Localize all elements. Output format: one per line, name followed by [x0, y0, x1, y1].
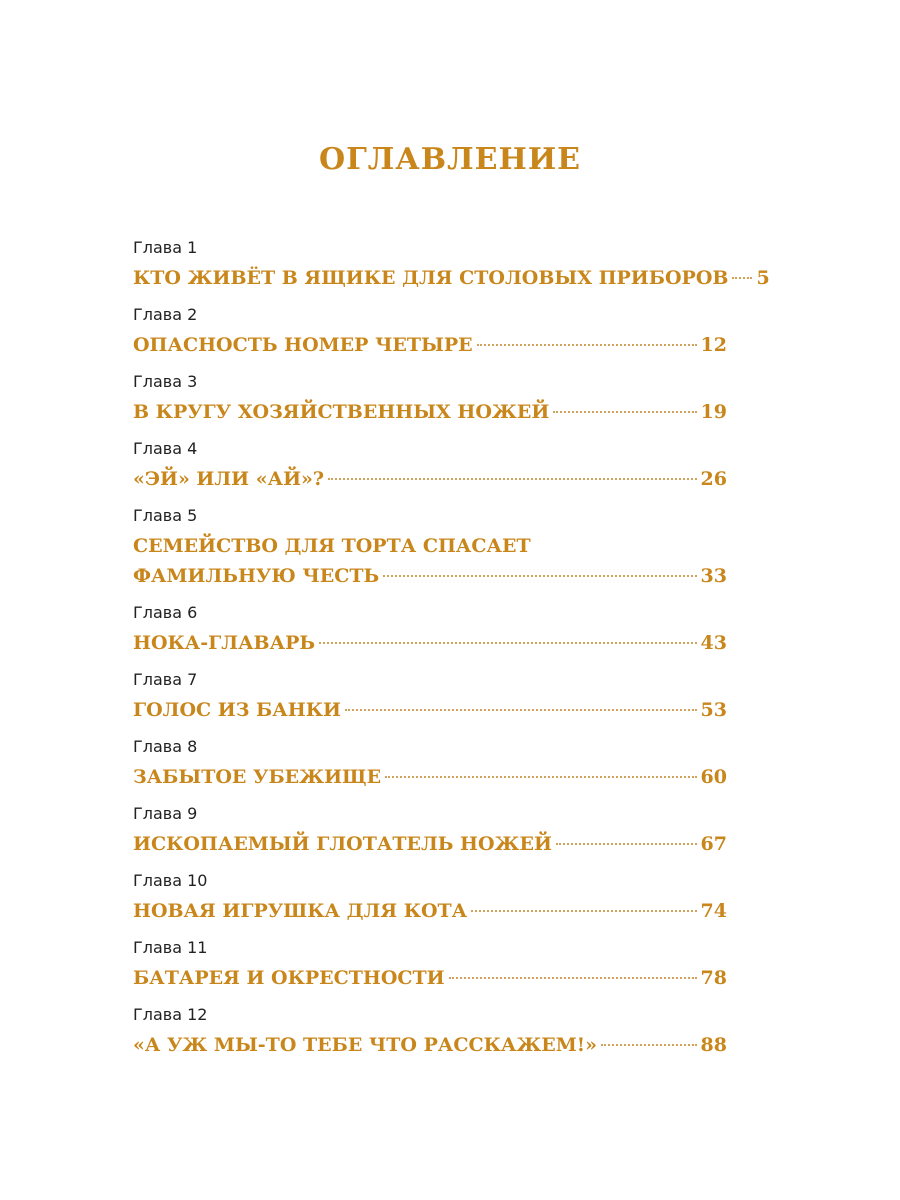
chapter-label: Глава 3	[133, 372, 198, 391]
dot-leader	[477, 344, 697, 346]
dot-leader	[732, 277, 752, 279]
chapter-label: Глава 8	[133, 737, 198, 756]
chapter-title-line-1: СЕМЕЙСТВО ДЛЯ ТОРТА СПАСАЕТ	[133, 535, 531, 557]
table-of-contents	[133, 238, 770, 1072]
dot-leader	[319, 642, 697, 644]
toc-entry-2[interactable]	[133, 305, 727, 359]
chapter-title: ОПАСНОСТЬ НОМЕР ЧЕТЫРЕ	[133, 334, 473, 356]
dot-leader	[553, 411, 696, 413]
page-number: 60	[700, 766, 727, 788]
chapter-label: Глава 5	[133, 506, 198, 525]
chapter-title: НОКА-ГЛАВАРЬ	[133, 632, 316, 654]
toc-entry-11[interactable]	[133, 938, 727, 992]
page-number: 26	[700, 468, 727, 490]
chapter-label: Глава 9	[133, 804, 198, 823]
page-number: 43	[700, 632, 727, 654]
chapter-title: ИСКОПАЕМЫЙ ГЛОТАТЕЛЬ НОЖЕЙ	[133, 833, 552, 855]
chapter-title: ГОЛОС ИЗ БАНКИ	[133, 699, 341, 721]
toc-entry-7[interactable]	[133, 670, 727, 724]
chapter-title: «А УЖ МЫ-ТО ТЕБЕ ЧТО РАССКАЖЕМ!»	[133, 1034, 598, 1056]
toc-entry-3[interactable]	[133, 372, 727, 426]
page-number: 5	[756, 267, 770, 289]
chapter-title: В КРУГУ ХОЗЯЙСТВЕННЫХ НОЖЕЙ	[133, 401, 550, 423]
chapter-label: Глава 10	[133, 871, 208, 890]
chapter-title: «ЭЙ» ИЛИ «АЙ»?	[133, 468, 325, 490]
page-number: 74	[700, 900, 727, 922]
chapter-title: КТО ЖИВЁТ В ЯЩИКЕ ДЛЯ СТОЛОВЫХ ПРИБОРОВ	[133, 267, 729, 289]
dot-leader	[383, 575, 696, 577]
chapter-label: Глава 2	[133, 305, 198, 324]
dot-leader	[471, 910, 696, 912]
toc-entry-12[interactable]	[133, 1005, 727, 1059]
toc-entry-6[interactable]	[133, 603, 727, 657]
chapter-label: Глава 11	[133, 938, 208, 957]
page-number: 78	[700, 967, 727, 989]
chapter-label: Глава 6	[133, 603, 198, 622]
dot-leader	[449, 977, 697, 979]
toc-entry-9[interactable]	[133, 804, 727, 858]
page-number: 67	[700, 833, 727, 855]
page-number: 88	[700, 1034, 727, 1056]
page-number: 12	[700, 334, 727, 356]
dot-leader	[345, 709, 697, 711]
toc-entry-5[interactable]	[133, 506, 727, 590]
dot-leader	[601, 1044, 697, 1046]
toc-entry-4[interactable]	[133, 439, 727, 493]
chapter-label: Глава 1	[133, 238, 198, 257]
chapter-label: Глава 4	[133, 439, 198, 458]
toc-entry-8[interactable]	[133, 737, 727, 791]
dot-leader	[556, 843, 697, 845]
page-number: 33	[700, 565, 727, 587]
chapter-title-line-2: ФАМИЛЬНУЮ ЧЕСТЬ	[133, 565, 380, 587]
toc-entry-1[interactable]	[133, 238, 770, 292]
dot-leader	[328, 478, 696, 480]
toc-entry-10[interactable]	[133, 871, 727, 925]
page-number: 19	[700, 401, 727, 423]
chapter-title: ЗАБЫТОЕ УБЕЖИЩЕ	[133, 766, 382, 788]
chapter-title: БАТАРЕЯ И ОКРЕСТНОСТИ	[133, 967, 445, 989]
chapter-title: НОВАЯ ИГРУШКА ДЛЯ КОТА	[133, 900, 468, 922]
page-title: ОГЛАВЛЕНИЕ	[318, 142, 582, 177]
dot-leader	[385, 776, 696, 778]
chapter-label: Глава 7	[133, 670, 198, 689]
chapter-label: Глава 12	[133, 1005, 208, 1024]
page-number: 53	[700, 699, 727, 721]
